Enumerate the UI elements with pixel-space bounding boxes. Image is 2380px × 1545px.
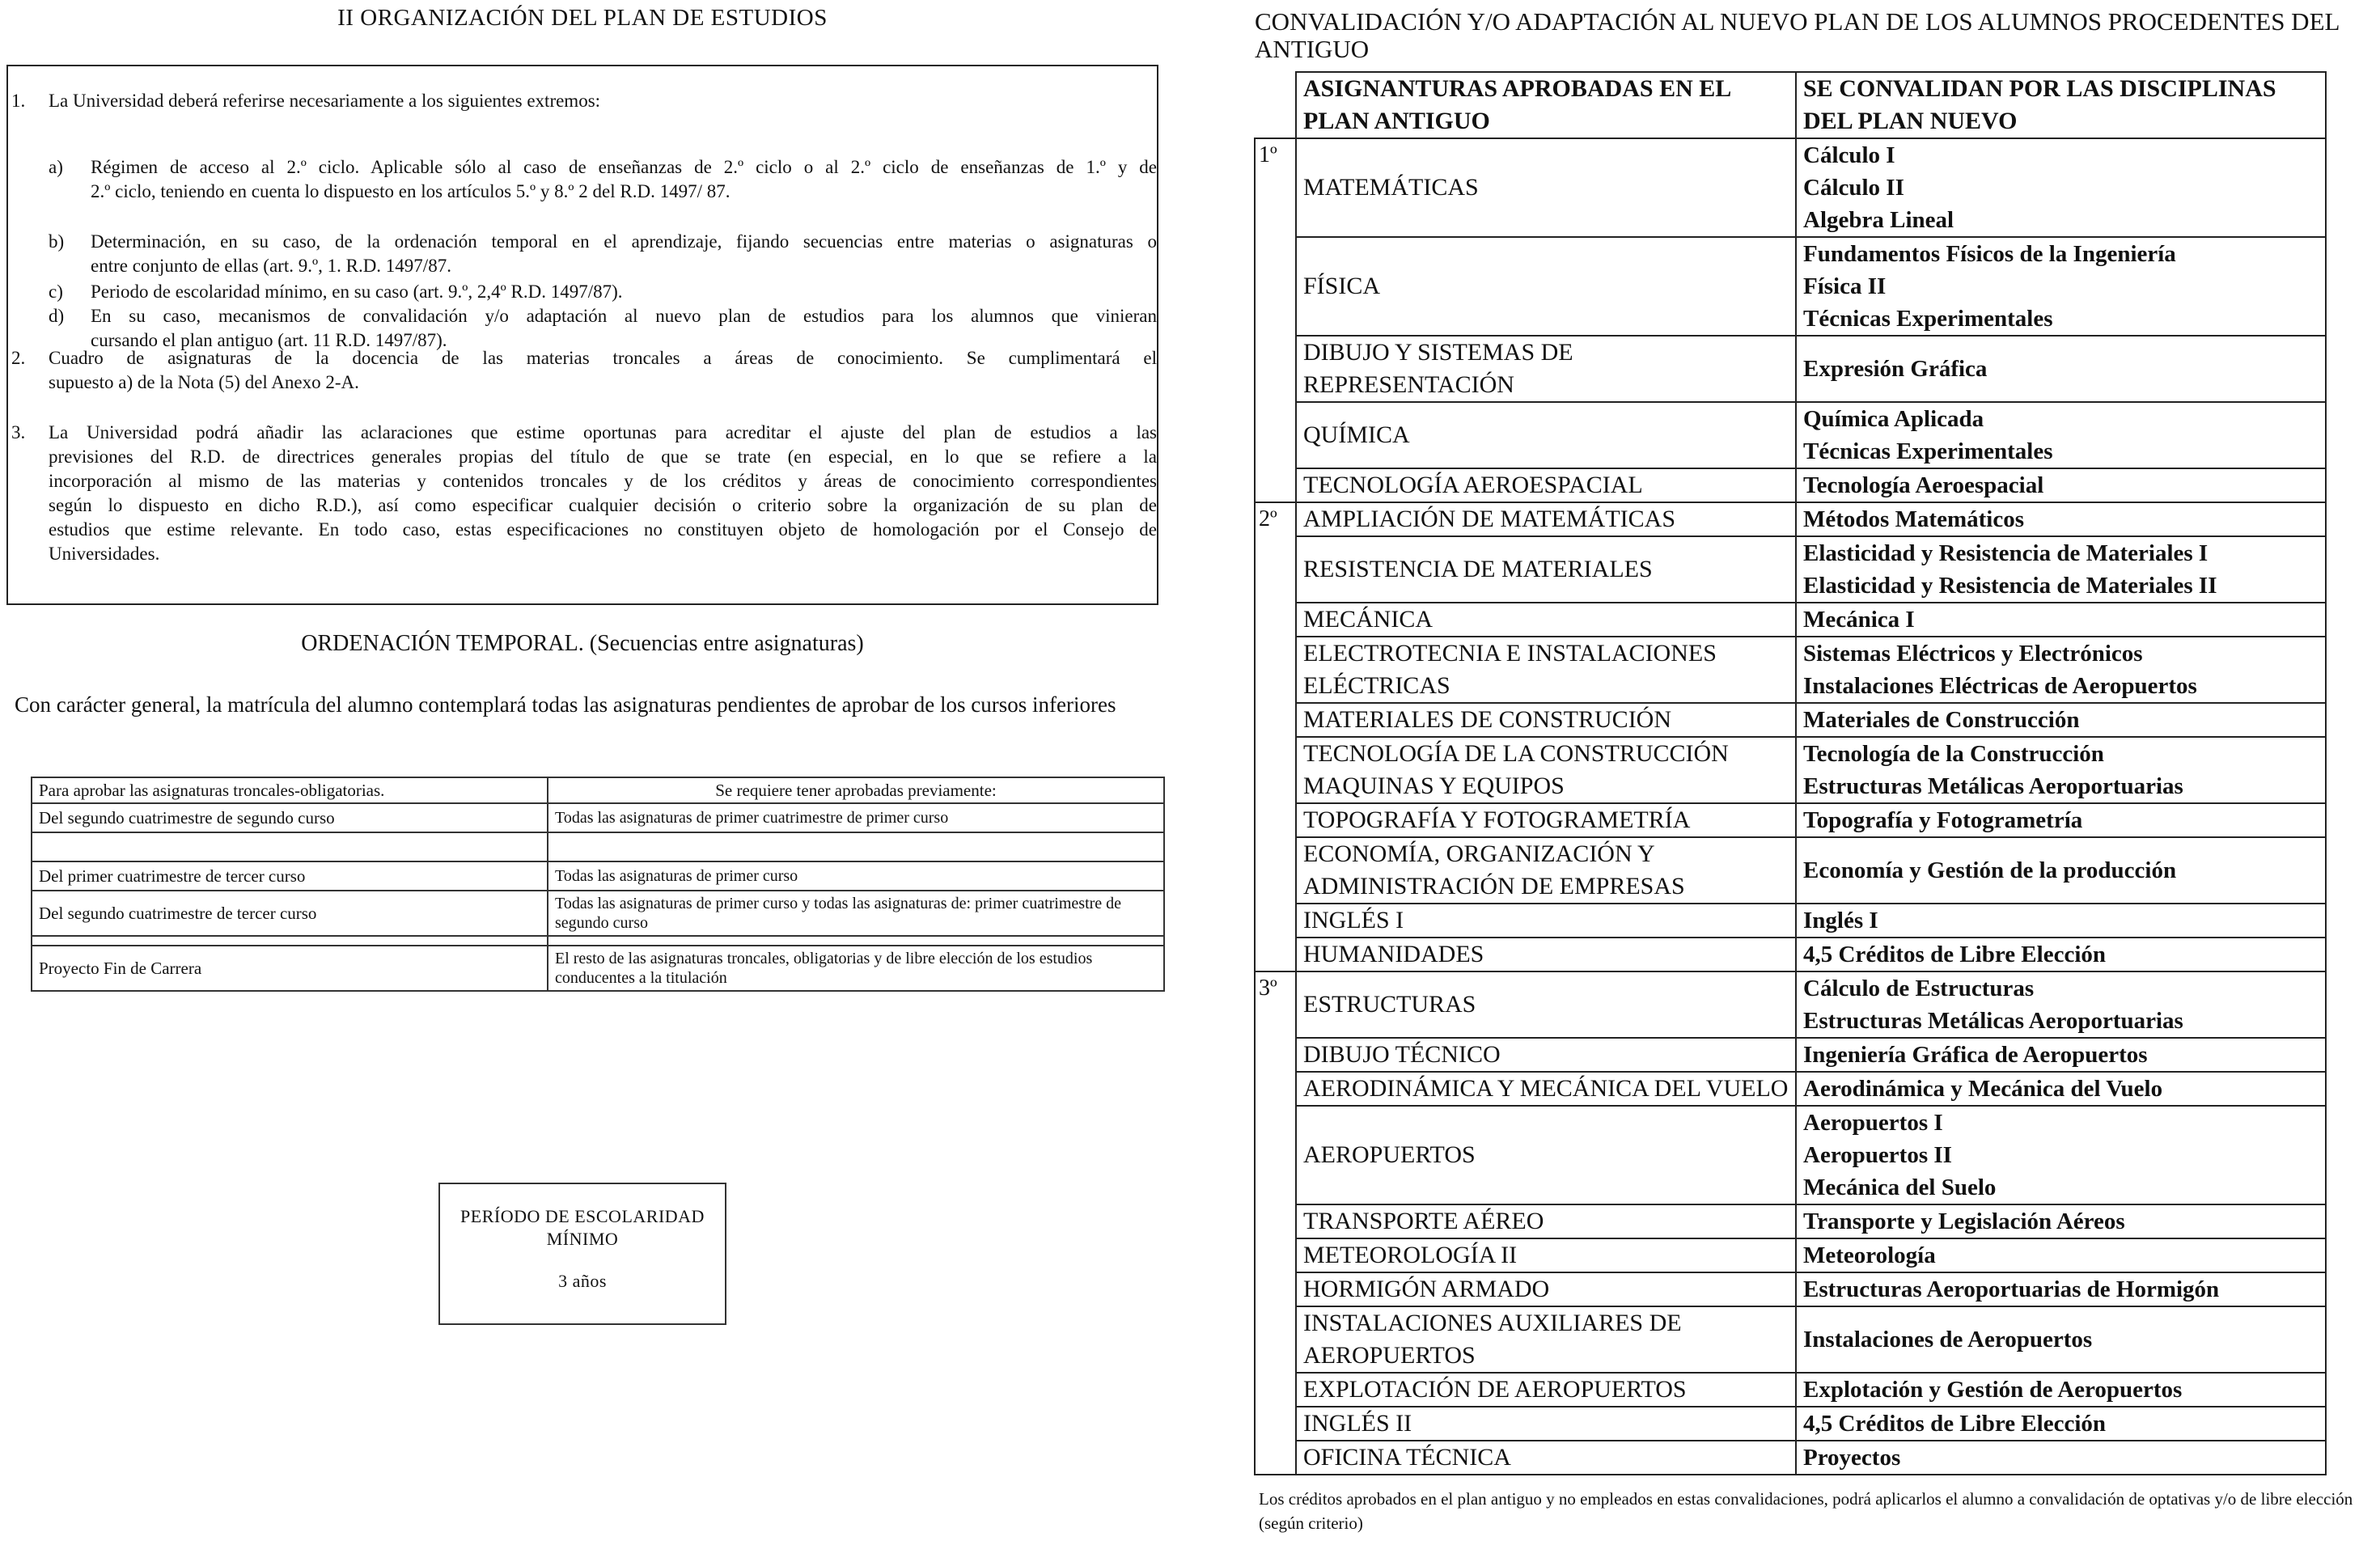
new-subject: Algebra Lineal (1803, 207, 1954, 233)
table-cell (32, 832, 548, 861)
requirement-item-1: La Universidad deberá referirse necesariamente a los siguientes extremos: (49, 91, 601, 111)
new-subject: Proyectos (1803, 1445, 1901, 1471)
table-cell (548, 832, 1164, 861)
table-row (32, 861, 1164, 891)
table-row (1255, 837, 2326, 904)
table-cell: Del segundo cuatrimestre de segundo curso (32, 803, 548, 832)
old-subject: MECÁNICA (1296, 603, 1796, 637)
column-header: SE CONVALIDAN POR LAS DISCIPLINAS DEL PLAN NUEVO (1796, 72, 2326, 138)
text-line: 2.º ciclo, teniendo en cuenta lo dispuesto en los artículos 5.º y 8.º 2 del R.D. 1497/ 87. (91, 181, 731, 201)
new-subject: Inglés I (1803, 908, 1878, 933)
ordenacion-intro: Con carácter general, la matrícula del alumno contemplará todas las asignaturas pendientes de aprobar de los cursos inferiores (15, 692, 1116, 717)
text-line: supuesto a) de la Nota (5) del Anexo 2-A. (49, 372, 359, 392)
subitem-letter: b) (49, 231, 65, 252)
new-subject: Fundamentos Físicos de la Ingeniería (1803, 241, 2176, 267)
text-line: Periodo de escolaridad mínimo, en su caso (art. 9.º, 2,4º R.D. 1497/87). (91, 281, 623, 302)
old-subject: DIBUJO Y SISTEMAS DE REPRESENTACIÓN (1296, 336, 1796, 402)
new-subject: Sistemas Eléctricos y Electrónicos (1803, 641, 2143, 667)
new-subjects (1796, 703, 2326, 737)
table-row (1255, 737, 2326, 803)
subitem-text (91, 280, 1157, 304)
table-row (1255, 1238, 2326, 1272)
new-subjects (1796, 1106, 2326, 1204)
table-cell: El resto de las asignaturas troncales, obligatorias y de libre elección de los estudios conducentes a la titulación (548, 946, 1164, 991)
table-row (32, 891, 1164, 936)
new-subject: Aeropuertos II (1803, 1142, 1952, 1168)
new-subject: Elasticidad y Resistencia de Materiales I (1803, 540, 2208, 566)
new-subjects (1796, 138, 2326, 237)
text-line: Determinación, en su caso, de la ordenación temporal en el aprendizaje, fijando secuencias entre materias o asignaturas o (91, 231, 1157, 252)
new-subject: Tecnología Aeroespacial (1803, 472, 2044, 498)
table-cell: Proyecto Fin de Carrera (32, 946, 548, 991)
new-subjects (1796, 1441, 2326, 1475)
table-row (1255, 1441, 2326, 1475)
table-cell (32, 936, 548, 946)
new-subject: Estructuras Aeroportuarias de Hormigón (1803, 1276, 2220, 1302)
text-line: En su caso, mecanismos de convalidación y/o adaptación al nuevo plan de estudios para los alumnos que vinieran (91, 306, 1157, 326)
new-subjects (1796, 637, 2326, 703)
new-subject: Estructuras Metálicas Aeroportuarias (1803, 1008, 2183, 1034)
new-subject: Cálculo de Estructuras (1803, 976, 2035, 1001)
course-year: 3º (1255, 971, 1296, 1475)
subitem-text (91, 304, 1157, 353)
new-subjects (1796, 336, 2326, 402)
new-subject: Instalaciones Eléctricas de Aeropuertos (1803, 673, 2197, 699)
requirement-item-3 (49, 421, 1157, 566)
new-subject: Cálculo II (1803, 175, 1904, 201)
table-header-row (1255, 72, 2326, 138)
sequence-table-body (32, 803, 1164, 991)
old-subject: TECNOLOGÍA AEROESPACIAL (1296, 468, 1796, 502)
table-row (1255, 1072, 2326, 1106)
new-subjects (1796, 502, 2326, 536)
course-year: 1º (1255, 138, 1296, 502)
new-subject: Transporte y Legislación Aéreos (1803, 1208, 2125, 1234)
new-subject: Tecnología de la Construcción (1803, 741, 2104, 767)
table-row (32, 936, 1164, 946)
new-subject: Química Aplicada (1803, 406, 1984, 432)
table-row (1255, 1204, 2326, 1238)
period-title-line2: MÍNIMO (546, 1229, 619, 1249)
convalidacion-table-body (1255, 138, 2326, 1475)
text-line: entre conjunto de ellas (art. 9.º, 1. R.D. 1497/87. (91, 256, 451, 276)
new-subjects (1796, 737, 2326, 803)
new-subjects (1796, 1272, 2326, 1306)
new-subjects (1796, 468, 2326, 502)
old-subject: OFICINA TÉCNICA (1296, 1441, 1796, 1475)
text-line: Régimen de acceso al 2.º ciclo. Aplicable sólo al caso de enseñanzas de 2.º ciclo o al 2.º ciclo de enseñanzas de 1.º y de (91, 157, 1157, 177)
table-row (1255, 1038, 2326, 1072)
new-subjects (1796, 971, 2326, 1038)
text-line: incorporación al mismo de las materias y contenidos troncales y de los créditos y áreas de conocimiento correspondientes (49, 471, 1157, 491)
old-subject: METEOROLOGÍA II (1296, 1238, 1796, 1272)
table-row (1255, 502, 2326, 536)
old-subject: ECONOMÍA, ORGANIZACIÓN Y ADMINISTRACIÓN DE EMPRESAS (1296, 837, 1796, 904)
new-subject: Meteorología (1803, 1242, 1936, 1268)
old-subject: INSTALACIONES AUXILIARES DE AEROPUERTOS (1296, 1306, 1796, 1373)
old-subject: FÍSICA (1296, 237, 1796, 336)
item-number: 3. (11, 422, 26, 442)
item-number: 1. (11, 91, 26, 111)
subitem-letter: a) (49, 157, 63, 177)
new-subject: Economía y Gestión de la producción (1803, 857, 2177, 883)
new-subjects (1796, 237, 2326, 336)
table-row (1255, 1106, 2326, 1204)
new-subject: Instalaciones de Aeropuertos (1803, 1327, 2093, 1352)
column-header: Para aprobar las asignaturas troncales-obligatorias. (32, 777, 548, 803)
item-number: 2. (11, 348, 26, 368)
subitem-letter: d) (49, 306, 65, 326)
period-value: 3 años (558, 1271, 607, 1291)
subitem-text (91, 155, 1157, 204)
new-subjects (1796, 1373, 2326, 1407)
old-subject: INGLÉS II (1296, 1407, 1796, 1441)
new-subject: 4,5 Créditos de Libre Elección (1803, 942, 2107, 967)
new-subjects (1796, 1038, 2326, 1072)
new-subject: 4,5 Créditos de Libre Elección (1803, 1411, 2107, 1437)
table-row (1255, 1272, 2326, 1306)
new-subject: Aeropuertos I (1803, 1110, 1943, 1136)
table-row (1255, 1407, 2326, 1441)
periodo-escolaridad-box (438, 1183, 726, 1325)
table-row (1255, 938, 2326, 971)
table-row (1255, 1373, 2326, 1407)
convalidacion-table (1254, 71, 2327, 1475)
text-line: Universidades. (49, 544, 160, 564)
new-subject: Materiales de Construcción (1803, 707, 2080, 733)
text-line: previsiones del R.D. de directrices generales propias del título de que se trate (en especial, en lo que se refiere a la (49, 447, 1157, 467)
old-subject: TECNOLOGÍA DE LA CONSTRUCCIÓN MAQUINAS Y EQUIPOS (1296, 737, 1796, 803)
new-subject: Mecánica del Suelo (1803, 1175, 1997, 1200)
table-cell: Del primer cuatrimestre de tercer curso (32, 861, 548, 891)
table-row (1255, 971, 2326, 1038)
new-subject: Elasticidad y Resistencia de Materiales II (1803, 573, 2217, 599)
old-subject: AEROPUERTOS (1296, 1106, 1796, 1204)
new-subject: Expresión Gráfica (1803, 356, 1988, 382)
old-subject: AERODINÁMICA Y MECÁNICA DEL VUELO (1296, 1072, 1796, 1106)
text-line: estudios que estime relevante. En todo caso, estas especificaciones no constituyen objeto de homologación por el Consejo de (49, 519, 1157, 540)
new-subjects (1796, 803, 2326, 837)
new-subjects (1796, 536, 2326, 603)
new-subjects (1796, 1306, 2326, 1373)
subitem-text (91, 230, 1157, 278)
table-row (1255, 536, 2326, 603)
new-subject: Ingeniería Gráfica de Aeropuertos (1803, 1042, 2148, 1068)
table-row (1255, 402, 2326, 468)
table-cell: Todas las asignaturas de primer curso y todas las asignaturas de: primer cuatrimestre de segundo curso (548, 891, 1164, 936)
new-subject: Aerodinámica y Mecánica del Vuelo (1803, 1076, 2163, 1102)
table-row (1255, 237, 2326, 336)
table-row (1255, 904, 2326, 938)
new-subject: Técnicas Experimentales (1803, 306, 2053, 332)
text-line: cursando el plan antiguo (art. 11 R.D. 1497/87). (91, 330, 447, 350)
new-subject: Topografía y Fotogrametría (1803, 807, 2083, 833)
new-subjects (1796, 1204, 2326, 1238)
table-row (1255, 603, 2326, 637)
table-row (32, 946, 1164, 991)
table-row (1255, 703, 2326, 737)
period-title: PERÍODO DE ESCOLARIDAD (460, 1206, 705, 1226)
subitem-letter: c) (49, 281, 63, 302)
requirement-item-2 (49, 346, 1157, 395)
sequence-table (31, 777, 1165, 992)
ordenacion-title: ORDENACIÓN TEMPORAL. (Secuencias entre asignaturas) (301, 631, 864, 656)
table-cell: Todas las asignaturas de primer cuatrimestre de primer curso (548, 803, 1164, 832)
old-subject: HUMANIDADES (1296, 938, 1796, 971)
table-row (1255, 468, 2326, 502)
old-subject: ELECTROTECNIA E INSTALACIONES ELÉCTRICAS (1296, 637, 1796, 703)
text-line: según lo dispuesto en dicho R.D.), así como especificar cualquier decisión o criterio sobre la organización de su plan de (49, 495, 1157, 515)
old-subject: ESTRUCTURAS (1296, 971, 1796, 1038)
new-subjects (1796, 938, 2326, 971)
new-subject: Mecánica I (1803, 607, 1915, 633)
new-subject: Cálculo I (1803, 142, 1895, 168)
table-row (1255, 138, 2326, 237)
footnote: Los créditos aprobados en el plan antiguo y no empleados en estas convalidaciones, podrá aplicarlos el alumno a convalidación de optativas y/o de libre elección (según criterio) (1259, 1489, 2353, 1533)
old-subject: MATEMÁTICAS (1296, 138, 1796, 237)
new-subjects (1796, 1407, 2326, 1441)
new-subject: Física II (1803, 273, 1887, 299)
old-subject: INGLÉS I (1296, 904, 1796, 938)
table-header-row (32, 777, 1164, 803)
new-subject: Explotación y Gestión de Aeropuertos (1803, 1377, 2183, 1403)
table-cell (548, 936, 1164, 946)
table-cell: Del segundo cuatrimestre de tercer curso (32, 891, 548, 936)
text-line: La Universidad podrá añadir las aclaraciones que estime oportunas para acreditar el ajuste del plan de estudios a las (49, 422, 1157, 442)
new-subjects (1796, 603, 2326, 637)
table-row (32, 832, 1164, 861)
course-year: 2º (1255, 502, 1296, 971)
old-subject: TOPOGRAFÍA Y FOTOGRAMETRÍA (1296, 803, 1796, 837)
table-row (1255, 637, 2326, 703)
table-row (32, 803, 1164, 832)
old-subject: TRANSPORTE AÉREO (1296, 1204, 1796, 1238)
old-subject: RESISTENCIA DE MATERIALES (1296, 536, 1796, 603)
new-subjects (1796, 402, 2326, 468)
table-row (1255, 1306, 2326, 1373)
new-subject: Métodos Matemáticos (1803, 506, 2024, 532)
year-header (1255, 72, 1296, 138)
column-header: Se requiere tener aprobadas previamente: (548, 777, 1164, 803)
table-row (1255, 336, 2326, 402)
table-cell: Todas las asignaturas de primer curso (548, 861, 1164, 891)
new-subjects (1796, 1238, 2326, 1272)
new-subject: Técnicas Experimentales (1803, 438, 2053, 464)
text-line: Cuadro de asignaturas de la docencia de las materias troncales a áreas de conocimiento. Se cumplimentará el (49, 348, 1157, 368)
column-header: ASIGNANTURAS APROBADAS EN EL PLAN ANTIGUO (1296, 72, 1796, 138)
section-heading: II ORGANIZACIÓN DEL PLAN DE ESTUDIOS (337, 5, 828, 31)
old-subject: DIBUJO TÉCNICO (1296, 1038, 1796, 1072)
old-subject: AMPLIACIÓN DE MATEMÁTICAS (1296, 502, 1796, 536)
new-subjects (1796, 1072, 2326, 1106)
new-subjects (1796, 837, 2326, 904)
requirements-box (6, 65, 1158, 605)
new-subject: Estructuras Metálicas Aeroportuarias (1803, 773, 2183, 799)
new-subjects (1796, 904, 2326, 938)
old-subject: QUÍMICA (1296, 402, 1796, 468)
table-row (1255, 803, 2326, 837)
old-subject: HORMIGÓN ARMADO (1296, 1272, 1796, 1306)
convalidacion-heading: CONVALIDACIÓN Y/O ADAPTACIÓN AL NUEVO PLAN DE LOS ALUMNOS PROCEDENTES DEL ANTIGUO (1255, 7, 2340, 63)
old-subject: EXPLOTACIÓN DE AEROPUERTOS (1296, 1373, 1796, 1407)
old-subject: MATERIALES DE CONSTRUCIÓN (1296, 703, 1796, 737)
